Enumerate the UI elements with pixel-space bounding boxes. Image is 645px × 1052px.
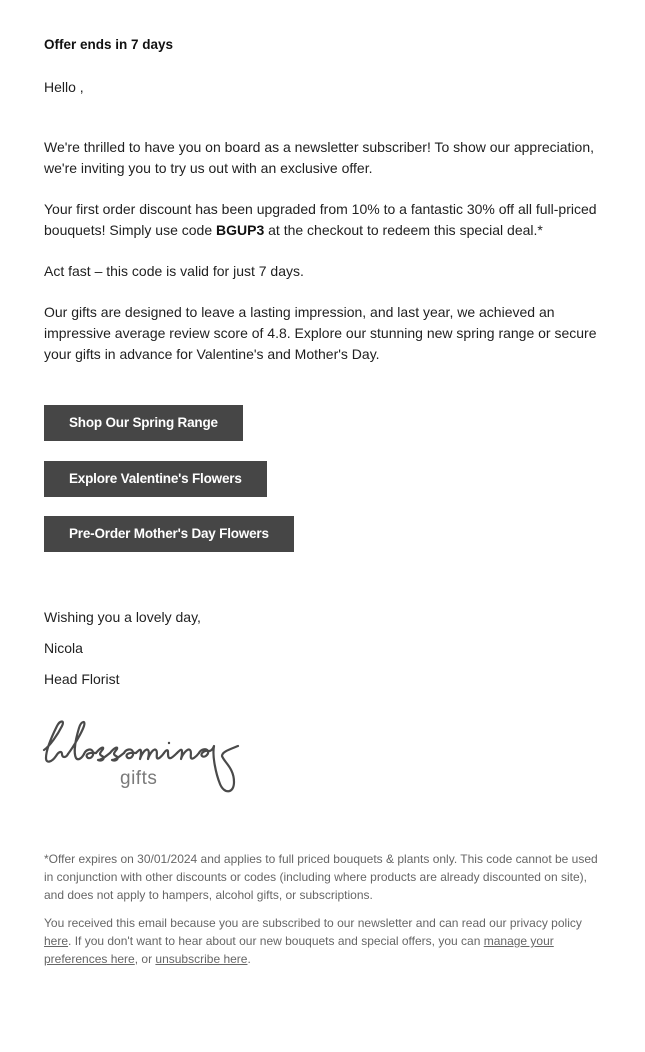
offer-terms: *Offer expires on 30/01/2024 and applies to full priced bouquets & plants only. This code cannot be used in conjunction with other discounts or codes (including where products are already discounted on site), and does not apply to hampers, alcohol gifts, or subscriptions. <box>44 852 598 902</box>
signoff-title: Head Florist <box>44 671 120 687</box>
manage-preferences-link[interactable]: manage your preferences here <box>44 934 554 966</box>
offer-headline: Offer ends in 7 days <box>44 37 174 52</box>
explore-valentines-flowers-button[interactable]: Explore Valentine's Flowers <box>44 461 267 497</box>
shop-spring-range-button[interactable]: Shop Our Spring Range <box>44 405 243 441</box>
discount-code: BGUP3 <box>216 222 265 238</box>
notice-text-1: You received this email because you are subscribed to our newsletter and can read our privacy policy <box>44 916 582 930</box>
unsubscribe-link[interactable]: unsubscribe here <box>155 952 248 966</box>
logo-script-icon <box>40 716 250 798</box>
discount-text-after: at the checkout to redeem this special deal.* <box>264 222 543 238</box>
intro-paragraph: We're thrilled to have you on board as a newsletter subscriber! To show our appreciation, we're inviting you to try us out with an exclusive offer. <box>44 139 595 176</box>
notice-text-4: . <box>247 952 251 966</box>
greeting: Hello , <box>44 79 84 95</box>
discount-text-before: Your first order discount has been upgraded from 10% to a fantastic 30% off all full-priced bouquets! Simply use code <box>44 201 597 238</box>
act-fast-paragraph: Act fast – this code is valid for just 7 days. <box>44 263 304 279</box>
preorder-mothers-day-button[interactable]: Pre-Order Mother's Day Flowers <box>44 516 294 552</box>
logo-gifts-text: gifts <box>120 768 158 789</box>
notice-text-2: . If you don't want to hear about our new bouquets and special offers, you can <box>68 934 484 948</box>
signoff-name: Nicola <box>44 640 83 656</box>
blossoming-gifts-logo <box>40 716 250 798</box>
gifts-paragraph: Our gifts are designed to leave a lasting impression, and last year, we achieved an impressive average review score of 4.8. Explore our stunning new spring range or secure your gifts in advance for Valentine's and Mother's Day. <box>44 304 597 362</box>
notice-text-3: , or <box>134 952 156 966</box>
privacy-policy-link[interactable]: here <box>44 934 69 948</box>
discount-paragraph <box>44 199 604 241</box>
signoff-closing: Wishing you a lovely day, <box>44 609 201 625</box>
subscription-notice <box>44 914 604 968</box>
